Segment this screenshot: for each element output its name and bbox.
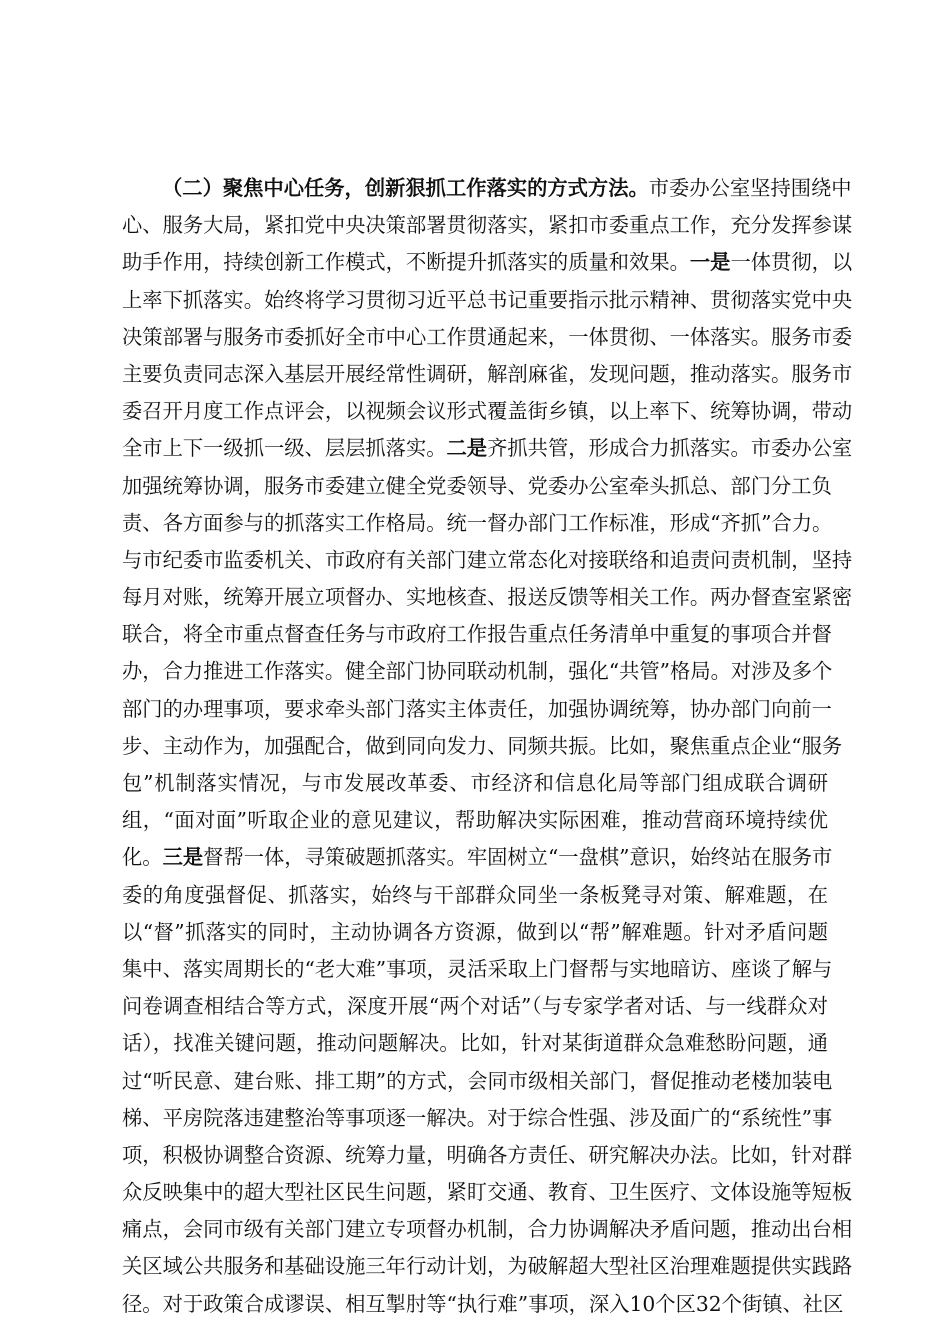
- text-line: [122, 1174, 853, 1211]
- text-run: 项，积极协调整合资源、统筹力量，明确各方责任、研究解决办法。比如，针对群: [122, 1142, 853, 1167]
- text-run: 过“听民意、建台账、排工期”的方式，会同市级相关部门，督促推动老楼加装电: [122, 1068, 833, 1093]
- text-run: 督帮一体，寻策破题抓落实。牢固树立“一盘棋”意识，始终站在服务市: [203, 845, 833, 870]
- text-line: [122, 802, 828, 839]
- text-run: 助手作用，持续创新工作模式，不断提升抓落实的质量和效果。: [122, 250, 690, 275]
- text-run: 话），找准关键问题，推动问题解决。比如，针对某街道群众急难愁盼问题，通: [122, 1031, 828, 1056]
- bold-text: 三是: [162, 845, 204, 870]
- text-run: 梯、平房院落违建整治等事项逐一解决。对于综合性强、涉及面广的“系统性”事: [122, 1105, 833, 1130]
- text-line: [122, 691, 832, 728]
- text-line: [122, 207, 853, 244]
- text-run: 齐抓共管，形成合力抓落实。市委办公室: [487, 436, 853, 461]
- text-run: 加强统筹协调，服务市委建立健全党委领导、党委办公室牵头抓总、部门分工负: [122, 473, 832, 498]
- text-run: 一体贯彻，以: [730, 250, 853, 275]
- text-line: [122, 653, 833, 690]
- bold-text: 一是: [689, 250, 731, 275]
- text-run: 步、主动作为，加强配合，做到同向发力、同频共振。比如，聚焦重点企业“服务: [122, 733, 843, 758]
- text-run: 市委办公室坚持围绕中: [648, 176, 852, 200]
- text-run: 化。: [122, 845, 163, 870]
- text-run: 组，“面对面”听取企业的意见建议，帮助解决实际困难，推动营商环境持续优: [122, 808, 828, 833]
- text-line: [122, 319, 853, 356]
- text-run: 以“督”抓落实的同时，主动协调各方资源，做到以“帮”解难题。针对矛盾问题: [122, 919, 828, 944]
- text-line: [122, 914, 828, 951]
- text-line: [122, 728, 843, 765]
- text-run: 痛点，会同市级有关部门建立专项督办机制，合力协调解决矛盾问题，推动出台相: [122, 1217, 853, 1242]
- text-run: 委的角度强督促、抓落实，始终与干部群众同坐一条板凳寻对策、解难题，在: [122, 882, 828, 907]
- text-line: [122, 430, 853, 467]
- text-run: 办，合力推进工作落实。健全部门协同联动机制，强化“共管”格局。对涉及多个: [122, 659, 833, 684]
- text-run: 径。对于政策合成谬误、相互掣肘等“执行难”事项，深入10个区32个街镇、社区: [122, 1291, 844, 1316]
- text-run: 众反映集中的超大型社区民生问题，紧盯交通、教育、卫生医疗、文体设施等短板: [122, 1180, 853, 1205]
- text-run: 决策部署与服务市委抓好全市中心工作贯通起来，一体贯彻、一体落实。服务市委: [122, 324, 853, 349]
- text-line: [122, 988, 828, 1025]
- text-run: 包”机制落实情况，与市发展改革委、市经济和信息化局等部门组成联合调研: [122, 771, 828, 795]
- text-line: [122, 1286, 844, 1323]
- text-line: [122, 1025, 828, 1062]
- text-line: [122, 1063, 833, 1100]
- bold-text: （二）聚焦中心任务，创新狠抓工作落实的方式方法。: [162, 176, 649, 200]
- document-page: [122, 170, 853, 1323]
- text-run: 部门的办理事项，要求牵头部门落实主体责任，加强协调统筹，协办部门向前一: [122, 696, 832, 721]
- text-run: 上率下抓落实。始终将学习贯彻习近平总书记重要指示批示精神、贯彻落实党中央: [122, 287, 853, 312]
- text-line: [122, 282, 853, 319]
- text-run: 问卷调查相结合等方式，深度开展“两个对话”（与专家学者对话、与一线群众对: [122, 994, 828, 1019]
- text-run: 与市纪委市监委机关、市政府有关部门建立常态化对接联络和追责问责机制，坚持: [122, 547, 853, 572]
- text-line: [122, 765, 828, 802]
- text-line: [122, 839, 833, 876]
- text-line: [122, 579, 853, 616]
- text-run: 责、各方面参与的抓落实工作格局。统一督办部门工作标准，形成“齐抓”合力。: [122, 510, 833, 535]
- text-line: [122, 505, 833, 542]
- text-run: 主要负责同志深入基层开展经常性调研，解剖麻雀，发现问题，推动落实。服务市: [122, 361, 853, 386]
- text-line: [122, 1211, 853, 1248]
- text-run: 集中、落实周期长的“老大难”事项，灵活采取上门督帮与实地暗访、座谈了解与: [122, 956, 833, 981]
- text-line: [122, 1137, 853, 1174]
- text-run: 每月对账，统筹开展立项督办、实地核查、报送反馈等相关工作。两办督查室紧密: [122, 585, 853, 610]
- text-line: [122, 393, 853, 430]
- text-run: 关区域公共服务和基础设施三年行动计划，为破解超大型社区治理难题提供实践路: [122, 1254, 853, 1279]
- text-line: [122, 1100, 833, 1137]
- text-line: [122, 616, 832, 653]
- text-run: 心、服务大局，紧扣党中央决策部署贯彻落实，紧扣市委重点工作，充分发挥参谋: [122, 213, 853, 238]
- text-line: [122, 356, 853, 393]
- text-line: [122, 542, 853, 579]
- text-run: 联合，将全市重点督查任务与市政府工作报告重点任务清单中重复的事项合并督: [122, 622, 832, 647]
- text-line: [122, 1248, 853, 1285]
- text-line: [122, 951, 833, 988]
- text-line: [122, 877, 828, 914]
- body-paragraph: [122, 170, 853, 1323]
- text-line: [122, 244, 853, 281]
- bold-text: 二是: [446, 436, 488, 461]
- text-run: 全市上下一级抓一级、层层抓落实。: [122, 436, 447, 461]
- text-line: [122, 170, 852, 207]
- text-run: 委召开月度工作点评会，以视频会议形式覆盖街乡镇，以上率下、统筹协调，带动: [122, 399, 853, 424]
- text-line: [122, 468, 832, 505]
